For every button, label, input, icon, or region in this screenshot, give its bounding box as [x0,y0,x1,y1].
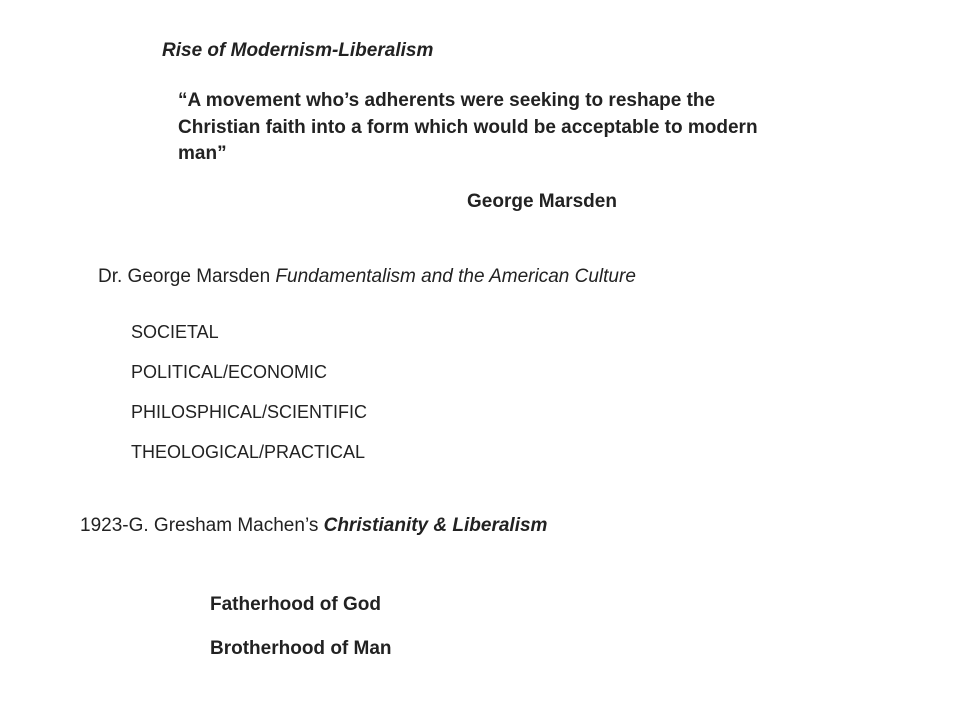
category-item: SOCIETAL [131,322,219,342]
point-item: Brotherhood of Man [210,638,392,659]
reference-line [98,264,636,290]
category-item: POLITICAL/ECONOMIC [131,362,328,382]
machen-reference-line [80,513,547,539]
category-item: THEOLOGICAL/PRACTICAL [131,442,366,462]
marsden-quote: “A movement who’s adherents were seeking to reshape the Christian faith into a form which would be acceptable to modern man” [178,90,758,165]
category-item: PHILOSPHICAL/SCIENTIFIC [131,402,368,422]
reference-work-title: Fundamentalism and the American Culture [275,266,636,287]
quote-author: George Marsden [467,191,617,212]
reference-author: Dr. George Marsden [98,266,276,287]
machen-work-title: Christianity & Liberalism [323,515,548,536]
point-item: Fatherhood of God [210,594,381,615]
slide-title: Rise of Modernism-Liberalism [162,40,434,61]
machen-prefix: 1923-G. Gresham Machen’s [80,515,324,536]
